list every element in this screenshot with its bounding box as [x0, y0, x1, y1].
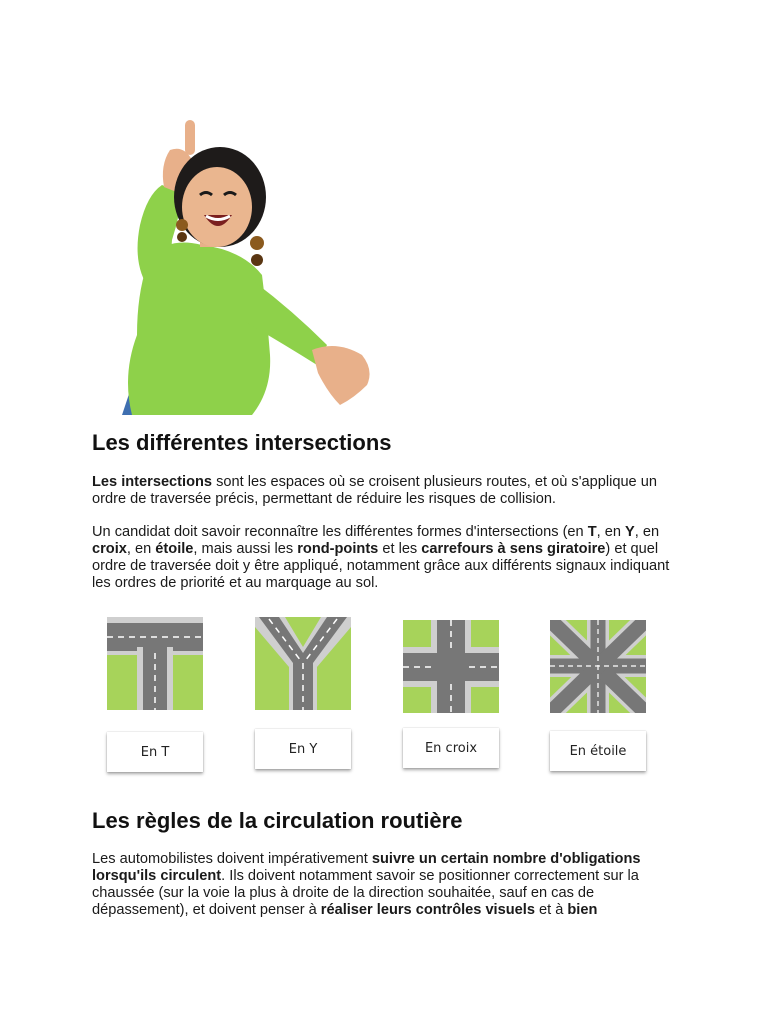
intersections-detail-paragraph	[92, 524, 682, 592]
text-run: Les automobilistes doivent impérativement	[92, 851, 372, 867]
star-intersection-diagram	[550, 620, 646, 713]
text-run: et à	[534, 902, 568, 918]
y-intersection-diagram	[255, 617, 351, 710]
intersection-label-t	[107, 732, 203, 772]
text-run: , en	[634, 524, 660, 540]
text-run: sont les espaces où se croisent plusieurs routes, et où s'applique un ordre de traversée précis, permettant de réduire les risques de collision.	[92, 474, 657, 507]
bold-text-run: rond-points	[297, 541, 379, 557]
intersection-label-croix	[403, 728, 499, 768]
bold-text-run: bien	[567, 902, 598, 918]
t-intersection-diagram	[107, 617, 203, 710]
section-heading-intersections: Les différentes intersections	[92, 430, 392, 455]
text-run: , en	[596, 524, 626, 540]
bold-text-run: suivre un certain nombre d'obligations lorsqu'ils circulent	[92, 851, 641, 884]
intersection-label-etoile-text: En étoile	[569, 743, 627, 759]
bold-text-run: réaliser leurs contrôles visuels	[320, 902, 535, 918]
text-run: . Ils doivent notamment savoir se positionner correctement sur la chaussée (sur la voie la plus à droite de la direction souhaitée, sauf en cas de dépassement), et doivent penser à	[92, 868, 639, 918]
section-heading-traffic-rules: Les règles de la circulation routière	[92, 808, 463, 833]
hero-woman-pointing-image	[92, 115, 392, 415]
intersection-label-y-text: En Y	[288, 741, 318, 757]
text-run: et les	[378, 541, 422, 557]
bold-text-run: T	[587, 524, 597, 540]
text-run: , mais aussi les	[193, 541, 298, 557]
intersections-intro-paragraph	[92, 474, 682, 508]
text-run: Un candidat doit savoir reconnaître les différentes formes d'intersections (en	[92, 524, 588, 540]
intersection-label-croix-text: En croix	[424, 740, 478, 756]
bold-text-run: carrefours à sens giratoire	[421, 541, 606, 557]
intersection-label-etoile	[550, 731, 646, 771]
text-run: , en	[126, 541, 156, 557]
intersection-label-y	[255, 729, 351, 769]
intersection-label-t-text: En T	[140, 744, 170, 760]
bold-text-run: étoile	[155, 541, 194, 557]
text-run: ) et quel ordre de traversée doit y être appliqué, notamment grâce aux différents signaux indiquant les ordres de priorité et au marquage au sol.	[92, 541, 670, 591]
cross-intersection-diagram	[403, 620, 499, 713]
bold-text-run: Les intersections	[92, 474, 213, 490]
bold-text-run: croix	[92, 541, 127, 557]
bold-text-run: Y	[625, 524, 635, 540]
traffic-rules-paragraph	[92, 851, 682, 919]
